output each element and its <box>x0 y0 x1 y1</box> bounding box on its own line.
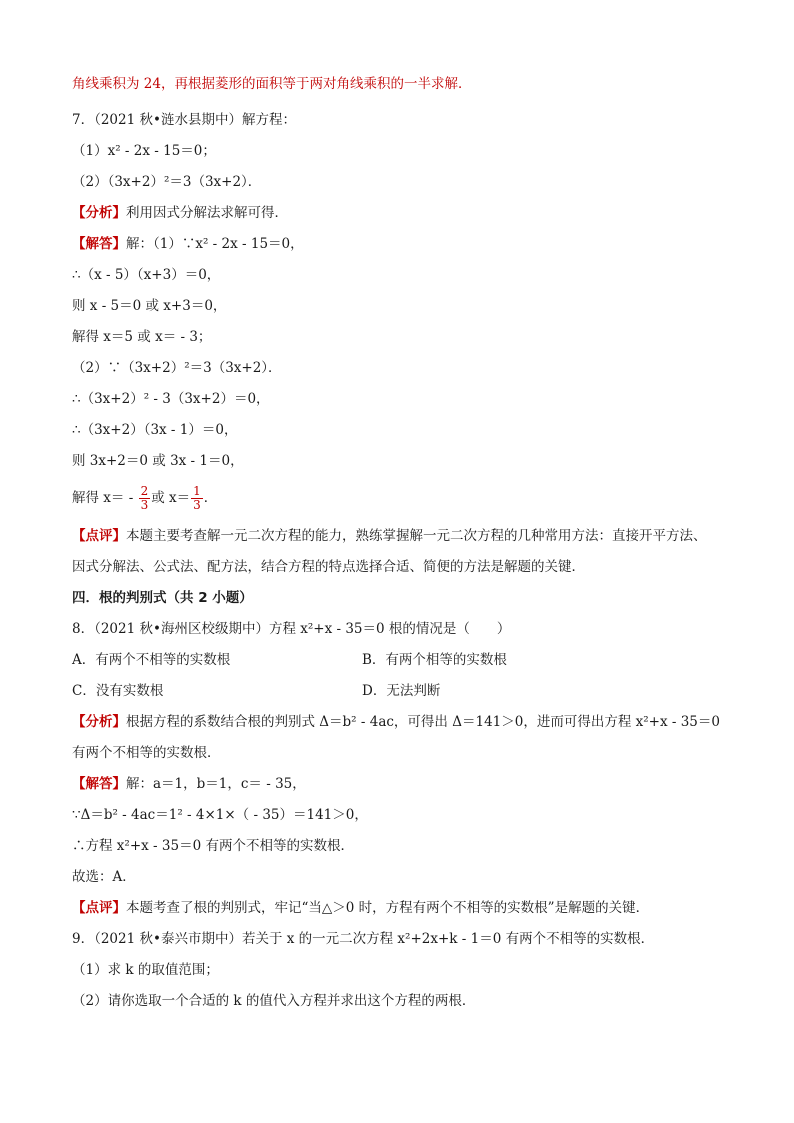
question-9-part1: （1）求 k 的取值范围； <box>72 962 219 978</box>
analysis-text: 根据方程的系数结合根的判别式 Δ＝b² - 4ac，可得出 Δ＝141＞0，进而可得出方程 x²+x - 35＝0 <box>126 714 720 730</box>
comment-line <box>72 898 649 918</box>
comment-text: 本题考查了根的判别式，牢记“当△＞0 时，方程有两个不相等的实数根”是解题的关键． <box>126 900 650 916</box>
answer-tag: 【解答】 <box>72 236 126 252</box>
solution-step: 故选：A． <box>72 869 136 885</box>
analysis-tag: 【分析】 <box>72 205 126 221</box>
analysis-text: 利用因式分解法求解可得． <box>126 205 288 221</box>
option-c: C．没有实数根 <box>72 683 164 699</box>
text-line: 角线乘积为 24，再根据菱形的面积等于两对角线乘积的一半求解． <box>72 76 472 92</box>
question-7-title: 7．（2021 秋•涟水县期中）解方程： <box>72 112 296 128</box>
analysis-line <box>72 712 720 732</box>
question-8-title: 8．（2021 秋•海州区校级期中）方程 x²+x - 35＝0 根的情况是（ ） <box>72 621 511 637</box>
answer-line <box>72 774 306 794</box>
answer-text: 解：a＝1，b＝1，c＝ - 35， <box>126 776 306 792</box>
question-7-part1: （1）x² - 2x - 15＝0； <box>72 143 216 159</box>
option-a: A．有两个不相等的实数根 <box>72 652 231 668</box>
solution-step: 则 x - 5＝0 或 x+3＝0， <box>72 298 227 314</box>
section-heading: 四．根的判别式（共 2 小题） <box>72 590 253 606</box>
comment-tag: 【点评】 <box>72 900 126 916</box>
solution-step: ∴（x - 5）（x+3）＝0， <box>72 267 221 283</box>
solution-step: （2）∵（3x+2）²＝3（3x+2）． <box>72 360 282 376</box>
comment-text: 本题主要考查解一元二次方程的能力，熟练掌握解一元二次方程的几种常用方法：直接开平方法、 <box>126 528 707 544</box>
solution-step: 则 3x+2＝0 或 3x - 1＝0， <box>72 453 244 469</box>
solution-step: ∴（3x+2）² - 3（3x+2）＝0， <box>72 391 270 407</box>
comment-line-2: 因式分解法、公式法、配方法，结合方程的特点选择合适、简便的方法是解题的关键． <box>72 559 585 575</box>
analysis-line <box>72 203 288 223</box>
answer-tag: 【解答】 <box>72 776 126 792</box>
analysis-text-2: 有两个不相等的实数根． <box>72 745 221 761</box>
question-7-part2: （2）（3x+2）²＝3（3x+2）． <box>72 174 262 190</box>
analysis-tag: 【分析】 <box>72 714 126 730</box>
question-9-title: 9．（2021 秋•泰兴市期中）若关于 x 的一元二次方程 x²+2x+k - 1＝0 有两个不相等的实数根． <box>72 931 655 947</box>
fraction-one-third: $\frac{1}{3}$ <box>193 484 201 512</box>
comment-line <box>72 526 707 546</box>
answer-line <box>72 234 304 254</box>
solution-result: 解得 x＝ - $\frac{2}{3}$ 或 x＝ $\frac{1}{3}$ ． <box>72 484 218 512</box>
answer-text: 解：（1）∵x² - 2x - 15＝0， <box>126 236 304 252</box>
solution-step: 解得 x＝5 或 x＝ - 3； <box>72 329 212 345</box>
solution-step: ∵Δ＝b² - 4ac＝1² - 4×1×（ - 35）＝141＞0， <box>72 807 368 823</box>
fraction-two-thirds: $\frac{2}{3}$ <box>140 484 149 512</box>
option-d: D．无法判断 <box>362 683 441 699</box>
comment-tag: 【点评】 <box>72 528 126 544</box>
solution-step: ∴方程 x²+x - 35＝0 有两个不相等的实数根． <box>72 838 354 854</box>
question-9-part2: （2）请你选取一个合适的 k 的值代入方程并求出这个方程的两根． <box>72 993 476 1009</box>
option-b: B．有两个相等的实数根 <box>362 652 507 668</box>
solution-step: ∴（3x+2）（3x - 1）＝0， <box>72 422 238 438</box>
